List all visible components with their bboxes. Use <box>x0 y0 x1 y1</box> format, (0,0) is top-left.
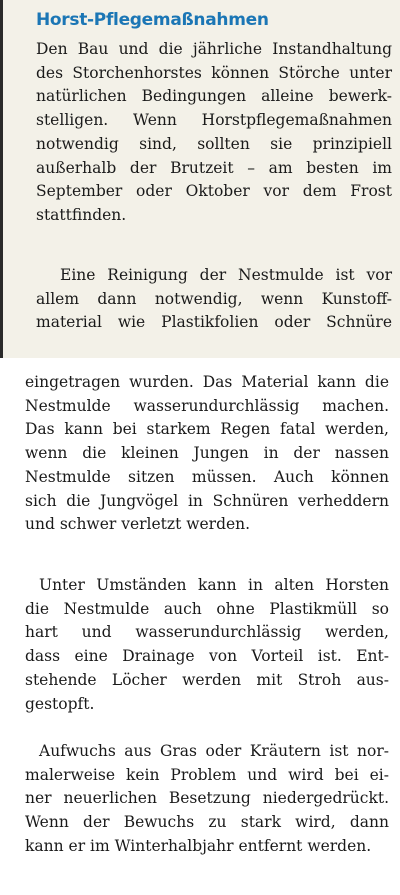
text-line: Das kann bei starkem Regen fatal werden, <box>25 420 389 439</box>
text-line: hart und wasserundurchlässig werden, <box>25 623 389 642</box>
text-line: natürlichen Bedingungen alleine bewerk- <box>36 87 392 106</box>
text-line: und schwer verletzt werden. <box>25 515 251 534</box>
top-text-block <box>0 0 400 358</box>
text-line: Nestmulde wasserundurchlässig machen. <box>25 396 389 415</box>
text-line: malerweise kein Problem und wird bei ei- <box>25 765 389 784</box>
paragraph-3 <box>25 371 389 537</box>
paragraph-1 <box>36 38 392 228</box>
text-line: die Nestmulde auch ohne Plastikmüll so <box>25 599 389 618</box>
text-line: Nestmulde sitzen müssen. Auch können <box>25 467 389 486</box>
text-line: Den Bau und die jährliche Instandhaltung <box>36 40 392 58</box>
text-line: Eine Reinigung der Nestmulde ist vor <box>60 266 392 284</box>
text-line: wenn die kleinen Jungen in der nassen <box>25 444 389 463</box>
text-line: ner neuerlichen Besetzung niedergedrückt. <box>25 789 389 808</box>
text-line: stelligen. Wenn Horstpflegemaßnahmen <box>36 111 392 130</box>
section-heading: Horst-Pflegemaßnahmen <box>36 10 269 30</box>
text-line: allem dann notwendig, wenn Kunstoff- <box>36 289 392 308</box>
text-line: außerhalb der Brutzeit – am besten im <box>36 158 392 177</box>
text-line: Unter Umständen kann in alten Horsten <box>39 576 389 594</box>
text-line: sich die Jungvögel in Schnüren verheddern <box>25 491 389 510</box>
text-line: material wie Plastikfolien oder Schnüre <box>36 313 392 332</box>
text-line: stattfinden. <box>36 205 127 224</box>
text-line: September oder Oktober vor dem Frost <box>36 182 392 201</box>
text-line: stehende Löcher werden mit Stroh aus- <box>25 670 389 689</box>
text-line: Aufwuchs aus Gras oder Kräutern ist nor- <box>39 742 389 760</box>
text-line: dass eine Drainage von Vorteil ist. Ent- <box>25 647 389 666</box>
paragraph-5 <box>25 740 389 859</box>
text-line: kann er im Winterhalbjahr entfernt werden. <box>25 836 372 855</box>
text-line: des Storchenhorstes können Störche unter <box>36 63 392 82</box>
paragraph-2 <box>36 264 392 335</box>
text-line: notwendig sind, sollten sie prinzipiell <box>36 134 392 153</box>
text-line: Wenn der Bewuchs zu stark wird, dann <box>25 813 389 832</box>
text-line: gestopft. <box>25 694 95 713</box>
text-line: eingetragen wurden. Das Material kann die <box>25 373 389 391</box>
paragraph-4 <box>25 574 389 716</box>
